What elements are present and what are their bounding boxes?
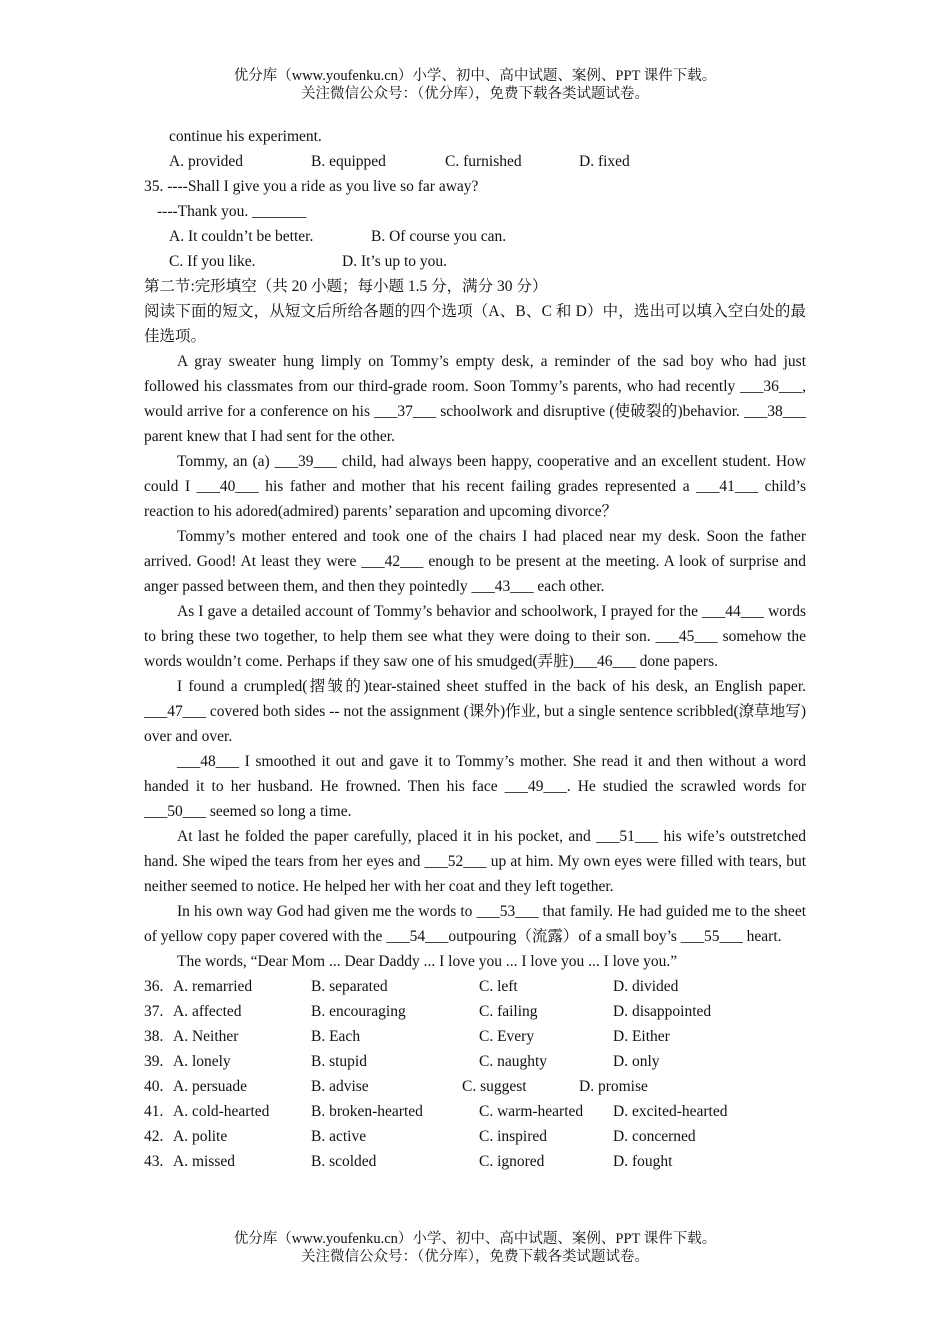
option-a: A. lonely: [173, 1053, 231, 1070]
passage-paragraph-7: At last he folded the paper carefully, placed it in his pocket, and ___51___ his wife’s outstretched hand. She wiped the tears from her eyes and ___52___ up at him. My own eyes were filled with tears, but neither seemed to notice. He helped her with her coat and they left together.: [144, 828, 806, 895]
q35-options-row-2: [144, 249, 806, 274]
footer-line-2: 关注微信公众号：（优分库），免费下载各类试题试卷。: [301, 1249, 649, 1265]
header-line-1: 优分库（www.youfenku.cn）小学、初中、高中试题、案例、PPT 课件下载。: [233, 68, 717, 84]
option-b: B. stupid: [311, 1053, 367, 1070]
option-c: C. warm-hearted: [479, 1103, 584, 1120]
question-number: 40.: [144, 1078, 164, 1095]
question-row: [144, 999, 806, 1024]
option-a: A. persuade: [173, 1078, 248, 1095]
option-b: B. Of course you can.: [371, 228, 507, 245]
option-d: D. disappointed: [613, 1003, 712, 1020]
passage-paragraph-1: A gray sweater hung limply on Tommy’s empty desk, a reminder of the sad boy who had just followed his classmates from our third-grade room. Soon Tommy’s parents, who had recently ___36___, would arrive for a conference on his ___37___ schoolwork and disruptive (使破裂的)behavior. ___38___ parent knew that I had sent for the other.: [144, 353, 806, 445]
section-title: 第二节:完形填空（共 20 小题；每小题 1.5 分，满分 30 分）: [144, 278, 548, 295]
question-row: [144, 1074, 806, 1099]
option-b: B. encouraging: [311, 1003, 406, 1020]
option-a: A. cold-hearted: [173, 1103, 270, 1120]
header-line-2: 关注微信公众号：（优分库），免费下载各类试题试卷。: [301, 86, 649, 102]
option-c: C. left: [479, 978, 518, 995]
option-c: C. ignored: [479, 1153, 545, 1170]
option-c: C. suggest: [462, 1078, 527, 1095]
option-d: D. concerned: [613, 1128, 696, 1145]
question-number: 42.: [144, 1128, 164, 1145]
question-row: [144, 1149, 806, 1174]
q34-continuation: continue his experiment.: [169, 128, 322, 145]
question-number: 38.: [144, 1028, 164, 1045]
option-c: C. inspired: [479, 1128, 548, 1145]
option-a: A. affected: [173, 1003, 242, 1020]
page-header: [0, 67, 950, 103]
question-number: 43.: [144, 1153, 164, 1170]
passage-paragraph-8: In his own way God had given me the words to ___53___ that family. He had guided me to the sheet of yellow copy paper covered with the ___54___outpouring（流露）of a small boy’s ___55___ heart.: [144, 903, 806, 945]
question-row: [144, 1049, 806, 1074]
option-b: B. scolded: [311, 1153, 377, 1170]
passage-paragraph-5: I found a crumpled(摺皱的)tear-stained sheet stuffed in the back of his desk, an English paper. ___47___ covered both sides -- not the assignment (课外)作业, but a single sentence scribbled(潦草地写) over and over.: [144, 678, 806, 745]
option-b: B. active: [311, 1128, 367, 1145]
question-row: [144, 1124, 806, 1149]
option-a: A. missed: [173, 1153, 235, 1170]
option-b: B. broken-hearted: [311, 1103, 423, 1120]
passage-paragraph-3: Tommy’s mother entered and took one of the chairs I had placed near my desk. Soon the father arrived. Good! At least they were ___42___ enough to be present at the meeting. A look of surprise and anger passed between them, and then they pointedly ___43___ each other.: [144, 528, 806, 595]
question-number: 36.: [144, 978, 164, 995]
question-row: [144, 974, 806, 999]
option-d: D. only: [613, 1053, 660, 1070]
q35-reply: ----Thank you. _______: [157, 203, 307, 220]
option-d: D. divided: [613, 978, 679, 995]
q35-options-row-1: [144, 224, 806, 249]
option-c: C. naughty: [479, 1053, 548, 1070]
option-c: C. furnished: [445, 153, 522, 170]
option-a: A. provided: [169, 153, 244, 170]
option-a: A. polite: [173, 1128, 228, 1145]
option-b: B. separated: [311, 978, 388, 995]
question-number: 39.: [144, 1053, 164, 1070]
passage-paragraph-2: Tommy, an (a) ___39___ child, had always been happy, cooperative and an excellent student. How could I ___40___ his father and mother that his recent failing grades represented a ___41___ child’s reaction to his adored(admired) parents’ separation and upcoming divorce？: [144, 453, 806, 520]
passage-paragraph-6: ___48___ I smoothed it out and gave it to Tommy’s mother. She read it and then without a word handed it to her husband. He frowned. Then his face ___49___. He studied the scrawled words for ___50___ seemed so long a time.: [144, 753, 806, 820]
question-row: [144, 1099, 806, 1124]
option-c: C. failing: [479, 1003, 538, 1020]
option-a: A. Neither: [173, 1028, 239, 1045]
option-b: B. Each: [311, 1028, 361, 1045]
option-c: C. Every: [479, 1028, 535, 1045]
option-b: B. equipped: [311, 153, 386, 170]
question-row: [144, 1024, 806, 1049]
section-instruction: 阅读下面的短文，从短文后所给各题的四个选项（A、B、C 和 D）中，选出可以填入空白处的最佳选项。: [144, 303, 806, 345]
option-c: C. If you like.: [169, 253, 256, 270]
question-number: 41.: [144, 1103, 164, 1120]
footer-line-1: 优分库（www.youfenku.cn）小学、初中、高中试题、案例、PPT 课件下载。: [233, 1231, 717, 1247]
option-d: D. It’s up to you.: [342, 253, 448, 270]
option-d: D. fought: [613, 1153, 673, 1170]
option-a: A. remarried: [173, 978, 253, 995]
option-d: D. promise: [579, 1078, 648, 1095]
page-footer: [0, 1230, 950, 1266]
option-d: D. fixed: [579, 153, 630, 170]
passage-paragraph-4: As I gave a detailed account of Tommy’s behavior and schoolwork, I prayed for the ___44___ words to bring these two together, to help them see what they were doing to their son. ___45___ somehow the words wouldn’t come. Perhaps if they saw one of his smudged(弄脏)___46___ done papers.: [144, 603, 806, 670]
page-content: [144, 124, 806, 1174]
q35-question: 35. ----Shall I give you a ride as you live so far away?: [144, 178, 479, 195]
passage-paragraph-9: The words, “Dear Mom ... Dear Daddy ... I love you ... I love you ... I love you.”: [177, 953, 678, 970]
option-d: D. excited-hearted: [613, 1103, 728, 1120]
option-a: A. It couldn’t be better.: [169, 228, 314, 245]
question-number: 37.: [144, 1003, 164, 1020]
option-d: D. Either: [613, 1028, 670, 1045]
q34-options: [144, 149, 806, 174]
option-b: B. advise: [311, 1078, 369, 1095]
